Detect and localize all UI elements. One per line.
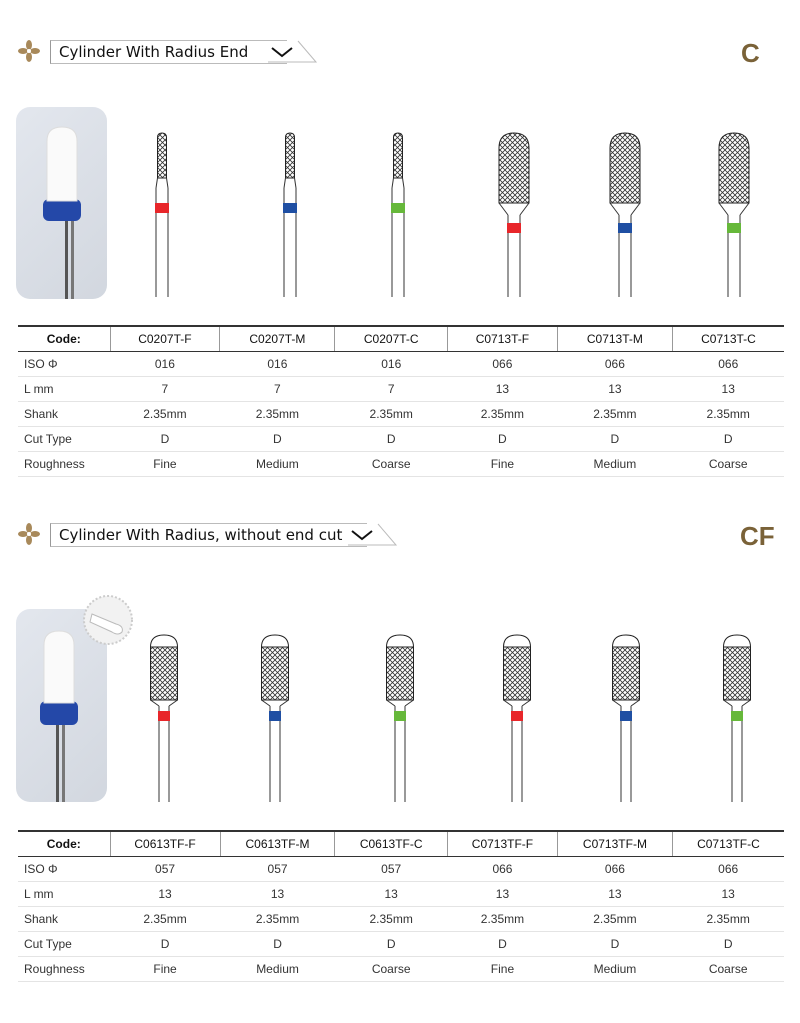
table-cell: Fine [110,452,220,477]
section-title-bar [50,40,287,64]
table-cell: 13 [558,882,673,907]
bur-drawing [499,133,529,297]
section-cylinder-radius-end [0,0,800,490]
table-cell: 057 [335,857,447,882]
row-label: Shank [18,402,110,427]
code-cell: C0207T-C [335,326,448,352]
table-row [18,957,784,982]
table-row [18,352,784,377]
table-cell: 13 [447,377,557,402]
bur-drawing [724,635,751,802]
table-cell: 057 [110,857,220,882]
grit-color-band [269,711,281,721]
row-label: L mm [18,377,110,402]
table-row [18,402,784,427]
table-cell: 066 [558,857,673,882]
grit-color-band [511,711,523,721]
code-cell: C0713T-F [447,326,557,352]
grit-color-band [283,203,297,213]
bur-drawing [387,635,414,802]
code-cell: C0713TF-M [558,831,673,857]
bur-drawing [504,635,531,802]
table-cell: D [558,932,673,957]
table-cell: Fine [447,452,557,477]
bur-drawing [613,635,640,802]
table-row [18,907,784,932]
table-cell: D [335,427,448,452]
table-cell: Coarse [672,452,784,477]
table-cell: Medium [557,452,672,477]
section-title: Cylinder With Radius End [59,43,249,61]
section-title-row [18,40,318,70]
table-cell: Medium [558,957,673,982]
table-row [18,452,784,477]
bur-drawing [262,635,289,802]
code-cell: C0713TF-C [672,831,784,857]
table-cell: 2.35mm [110,907,220,932]
grit-color-band [391,203,405,213]
table-cell: 2.35mm [220,907,335,932]
spec-table [18,830,784,982]
table-cell: D [672,932,784,957]
bur-drawing [283,133,297,297]
row-label: Roughness [18,452,110,477]
table-cell: Medium [220,957,335,982]
table-cell: 2.35mm [335,402,448,427]
table-cell: 066 [557,352,672,377]
table-cell: Fine [447,957,557,982]
section-title-row [18,523,398,553]
code-cell: C0207T-F [110,326,220,352]
table-cell: D [557,427,672,452]
bur-drawing [610,133,640,297]
chevron-down-icon [268,40,318,66]
flower-icon [18,523,40,545]
grit-color-band [727,223,741,233]
table-cell: Coarse [335,452,448,477]
table-row [18,377,784,402]
table-cell: Fine [110,957,220,982]
bur-drawing [155,133,169,297]
table-cell: 13 [672,882,784,907]
table-cell: 066 [447,352,557,377]
table-cell: 2.35mm [557,402,672,427]
table-cell: 016 [335,352,448,377]
table-cell: 2.35mm [110,402,220,427]
table-row [18,882,784,907]
table-cell: 13 [447,882,557,907]
row-label: Shank [18,907,110,932]
table-cell: 066 [672,857,784,882]
grit-color-band [155,203,169,213]
table-cell: 2.35mm [335,907,447,932]
code-cell: C0613TF-F [110,831,220,857]
table-cell: 066 [672,352,784,377]
code-cell: C0713TF-F [447,831,557,857]
chevron-down-icon [348,523,398,549]
grit-color-band [618,223,632,233]
product-photo [16,107,107,299]
table-header-row [18,831,784,857]
table-cell: D [335,932,447,957]
code-cell: C0207T-M [220,326,335,352]
bur-drawing [151,635,178,802]
table-cell: 7 [110,377,220,402]
table-cell: 2.35mm [220,402,335,427]
table-cell: 7 [220,377,335,402]
grit-color-band [394,711,406,721]
table-cell: Medium [220,452,335,477]
table-cell: 2.35mm [558,907,673,932]
table-header-row [18,326,784,352]
table-cell: D [447,427,557,452]
table-cell: 13 [110,882,220,907]
table-cell: 016 [220,352,335,377]
spec-table [18,325,784,477]
code-cell: C0713T-M [557,326,672,352]
table-cell: 066 [447,857,557,882]
code-cell: C0713T-C [672,326,784,352]
row-label: Cut Type [18,932,110,957]
code-cell: C0613TF-C [335,831,447,857]
section-cylinder-radius-no-end-cut [0,490,800,1023]
code-header: Code: [18,326,110,352]
row-label: ISO Φ [18,352,110,377]
table-cell: 057 [220,857,335,882]
table-cell: 13 [220,882,335,907]
table-cell: D [220,932,335,957]
table-cell: 13 [557,377,672,402]
table-cell: 016 [110,352,220,377]
series-letter: C [741,38,760,68]
bur-row [110,125,800,305]
row-label: ISO Φ [18,857,110,882]
table-cell: 2.35mm [672,907,784,932]
table-cell: D [110,427,220,452]
series-letter: CF [740,521,775,551]
table-cell: D [110,932,220,957]
table-cell: D [220,427,335,452]
table-cell: 2.35mm [672,402,784,427]
table-cell: Coarse [335,957,447,982]
grit-color-band [507,223,521,233]
table-cell: 2.35mm [447,907,557,932]
table-cell: D [672,427,784,452]
table-cell: Coarse [672,957,784,982]
row-label: L mm [18,882,110,907]
table-cell: 13 [672,377,784,402]
bur-drawing [719,133,749,297]
grit-color-band [731,711,743,721]
flower-icon [18,40,40,62]
row-label: Roughness [18,957,110,982]
table-cell: 7 [335,377,448,402]
grit-color-band [158,711,170,721]
table-cell: 13 [335,882,447,907]
section-title: Cylinder With Radius, without end cut [59,526,343,544]
grit-color-band [620,711,632,721]
bur-photo-illustration [16,107,107,299]
code-cell: C0613TF-M [220,831,335,857]
table-row [18,932,784,957]
bur-drawing [391,133,405,297]
table-cell: 2.35mm [447,402,557,427]
row-label: Cut Type [18,427,110,452]
table-cell: D [447,932,557,957]
table-row [18,427,784,452]
table-row [18,857,784,882]
bur-row [110,630,800,810]
code-header: Code: [18,831,110,857]
section-title-bar [50,523,367,547]
